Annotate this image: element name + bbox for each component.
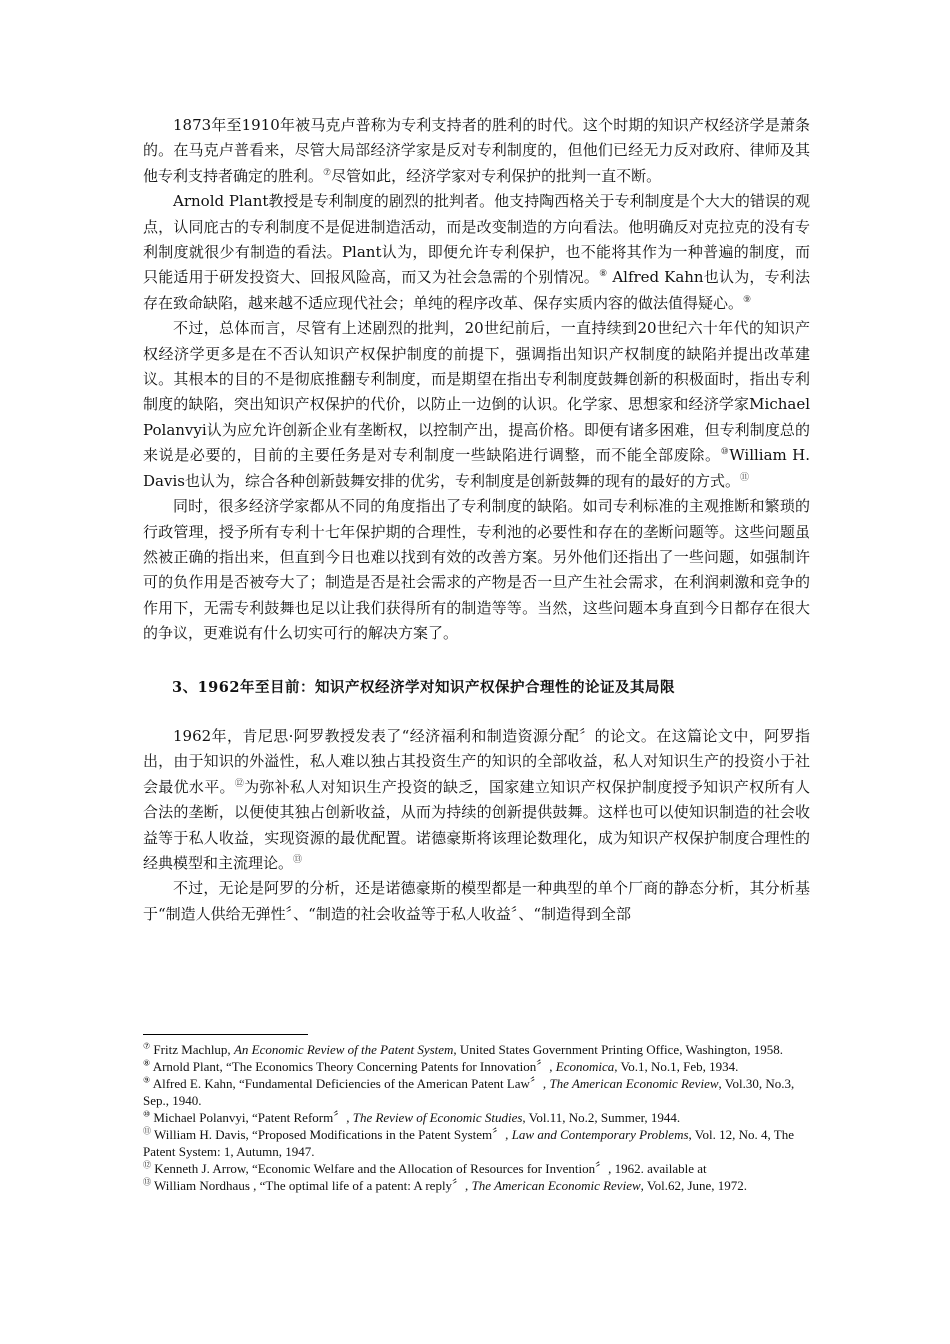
paragraph-text: William H. Davis也认为，综合各种创新鼓舞安排的优劣，专利制度是创新鼓舞的现有的最好的方式。 — [143, 446, 810, 490]
footnote-text: Arnold Plant, “The Economics Theory Concerning Patents for Innovation〞, — [150, 1059, 556, 1074]
footnote-title: The Review of Economic Studies — [352, 1110, 523, 1125]
footnote-mark: ⑩ — [143, 1109, 151, 1119]
footnote — [143, 1058, 803, 1075]
footnote-mark: ⑪ — [143, 1126, 151, 1136]
paragraph-text: 同时，很多经济学家都从不同的角度指出了专利制度的缺陷。如司专利标准的主观推断和繁琐的行政管理，授予所有专利十七年保护期的合理性，专利池的必要性和存在的垄断问题等。这些问题虽然被正确的指出来，但直到今日也难以找到有效的改善方案。另外他们还指出了一些问题，如强制许可的负作用是否被夸大了；制造是否是社会需求的产物是否一旦产生社会需求，在利润刺激和竞争的作用下，无需专利鼓舞也足以让我们获得所有的制造等等。当然，这些问题本身直到今日都存在很大的争议，更难说有什么切实可行的解决方案了。 — [143, 497, 810, 643]
footnote-text: Fritz Machlup, — [150, 1042, 234, 1057]
paragraph — [143, 494, 810, 646]
footnote — [143, 1075, 803, 1109]
footnote-ref[interactable]: ⑫ — [234, 778, 245, 789]
footnote-text: , Vol.62, June, 1972. — [640, 1178, 748, 1193]
footnote-text: Kenneth J. Arrow, “Economic Welfare and the Allocation of Resources for Invention〞, 1962. available at — [151, 1161, 707, 1176]
footnote-text: Alfred E. Kahn, “Fundamental Deficiencies of the American Patent Law〞, — [150, 1076, 550, 1091]
footnote-ref[interactable]: ⑦ — [323, 167, 332, 178]
footnote-text: , Vol. 12, No. 4, The Patent System: 1, Autumn, 1947. — [143, 1127, 794, 1159]
footnote-ref[interactable]: ⑧ — [599, 269, 608, 280]
footnote-title: An Economic Review of the Patent System — [233, 1042, 454, 1057]
footnote — [143, 1041, 803, 1058]
paragraph-text: 尽管如此，经济学家对专利保护的批判一直不断。 — [331, 166, 662, 185]
body-text — [143, 113, 810, 927]
footnote-title: Law and Contemporary Problems — [511, 1127, 689, 1142]
footnote-text: William H. Davis, “Proposed Modifications in the Patent System〞, — [151, 1127, 512, 1142]
footnote-text: , Vol.11, No.2, Summer, 1944. — [522, 1110, 681, 1125]
footnote-separator — [143, 1034, 308, 1035]
footnote-mark: ⑧ — [143, 1058, 151, 1068]
footnote — [143, 1177, 803, 1194]
footnote — [143, 1160, 803, 1177]
footnote-ref[interactable]: ⑬ — [293, 854, 303, 865]
footnote-text: , Vo.1, No.1, Feb, 1934. — [614, 1059, 739, 1074]
footnote-title: The American Economic Review — [549, 1076, 719, 1091]
footnote — [143, 1126, 803, 1160]
paragraph — [143, 316, 810, 494]
paragraph-text: 不过，无论是阿罗的分析，还是诺德豪斯的模型都是一种典型的单个厂商的静态分析，其分析基于“制造人供给无弹性〞、“制造的社会收益等于私人收益〞、“制造得到全部 — [143, 879, 810, 923]
footnote-ref[interactable]: ⑨ — [743, 294, 752, 305]
footnotes — [143, 1041, 803, 1194]
paragraph-text: 不过，总体而言，尽管有上述剧烈的批判，20世纪前后，一直持续到20世纪六十年代的知识产权经济学更多是在不否认知识产权保护制度的前提下，强调指出知识产权制度的缺陷并提出改革建议。其根本的目的不是彻底推翻专利制度，而是期望在指出专利制度鼓舞创新的积极面时，指出专利制度的缺陷，突出知识产权保护的代价，以防止一边倒的认识。化学家、思想家和经济学家Michael Polanvyi认为应允许创新企业有垄断权，以控制产出，提高价格。即便有诸多困难，但专利制度总的来说是必要的，目前的主要任务是对专利制度一些缺陷进行调整，而不能全部废除。 — [143, 319, 810, 465]
paragraph-text: Arnold Plant教授是专利制度的剧烈的批判者。他支持陶西格关于专利制度是个大大的错误的观点，认同庇古的专利制度不是促进制造活动，而是改变制造的方向看法。他明确反对克拉克的没有专利制度就很少有制造的看法。Plant认为，即便允许专利保护，也不能将其作为一种普遍的制度，而只能适用于研发投资大、回报风险高，而又为社会急需的个别情况。 — [143, 192, 810, 287]
footnote-ref[interactable]: ⑩ — [720, 447, 730, 458]
footnote-title: Economica — [555, 1059, 615, 1074]
footnote-text: , United States Government Printing Office, Washington, 1958. — [453, 1042, 783, 1057]
paragraph-text: 为弥补私人对知识生产投资的缺乏，国家建立知识产权保护制度授予知识产权所有人合法的垄断，以便使其独占创新收益，从而为持续的创新提供鼓舞。这样也可以使知识制造的社会收益等于私人收益，实现资源的最优配置。诺德豪斯将该理论数理化，成为知识产权保护制度合理性的经典模型和主流理论。 — [143, 777, 810, 872]
section-heading: 3、1962年至目前：知识产权经济学对知识产权保护合理性的论证及其局限 — [172, 678, 675, 696]
paragraph-text: Alfred Kahn也认为，专利法存在致命缺陷，越来越不适应现代社会；单纯的程序改革、保存实质内容的做法值得疑心。 — [143, 268, 810, 312]
paragraph-text: 1962年，肯尼思·阿罗教授发表了“经济福利和制造资源分配〞的论文。在这篇论文中，阿罗指出，由于知识的外溢性，私人难以独占其投资生产的知识的全部收益，私人对知识生产的投资小于社会最优水平。 — [143, 726, 810, 796]
paragraph-text: 1873年至1910年被马克卢普称为专利支持者的胜利的时代。这个时期的知识产权经济学是萧条的。在马克卢普看来，尽管大局部经济学家是反对专利制度的，但他们已经无力反对政府、律师及其他专利支持者确定的胜利。 — [143, 116, 810, 185]
paragraph — [143, 189, 810, 316]
footnote-title: The American Economic Review — [471, 1178, 641, 1193]
footnote-text: William Nordhaus , “The optimal life of a patent: A reply〞, — [151, 1178, 472, 1193]
footnote-ref[interactable]: ⑪ — [739, 472, 749, 483]
footnote-mark: ⑦ — [143, 1041, 151, 1051]
paragraph — [143, 113, 810, 189]
footnote-mark: ⑨ — [143, 1075, 151, 1085]
footnote-text: , Vol.30, No.3, Sep., 1940. — [143, 1076, 795, 1108]
footnote-mark: ⑬ — [143, 1177, 151, 1187]
footnote-text: Michael Polanvyi, “Patent Reform〞, — [150, 1110, 353, 1125]
paragraph — [143, 724, 810, 876]
footnote-mark: ⑫ — [143, 1160, 151, 1170]
footnote — [143, 1109, 803, 1126]
paragraph — [143, 876, 810, 927]
